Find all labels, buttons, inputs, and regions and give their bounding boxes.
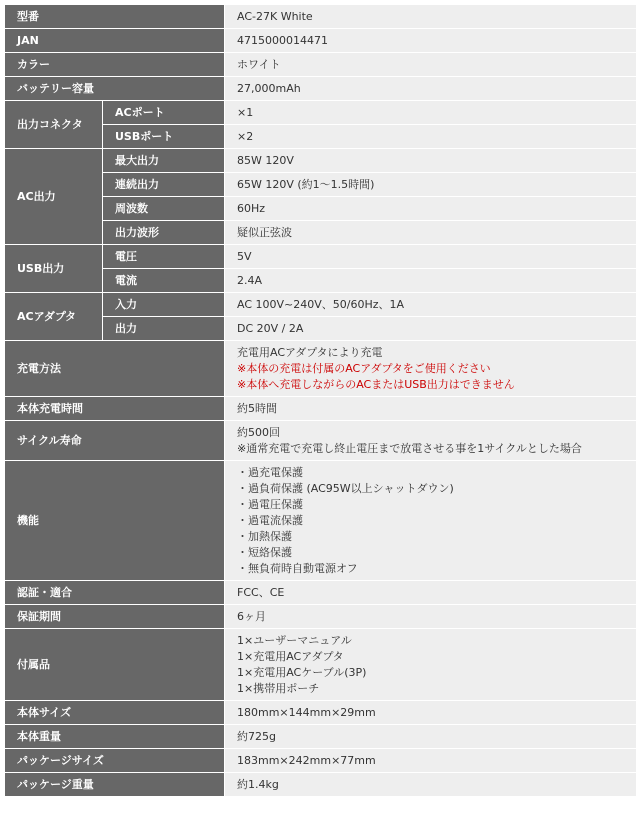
spec-row-charging bbox=[5, 341, 637, 397]
row-label: 本体サイズ bbox=[5, 701, 225, 725]
spec-row-size bbox=[5, 701, 637, 725]
spec-table bbox=[4, 4, 637, 797]
function-item: ・過電流保護 bbox=[237, 513, 303, 527]
row-value: 85W 120V bbox=[225, 149, 637, 173]
row-value: 183mm×242mm×77mm bbox=[225, 749, 637, 773]
row-label: サイクル寿命 bbox=[5, 421, 225, 461]
row-sublabel: 電圧 bbox=[103, 245, 225, 269]
function-item: ・短絡保護 bbox=[237, 545, 292, 559]
row-value: 4715000014471 bbox=[225, 29, 637, 53]
row-value bbox=[225, 421, 637, 461]
row-value: 約725g bbox=[225, 725, 637, 749]
row-label: 本体重量 bbox=[5, 725, 225, 749]
row-label: AC出力 bbox=[5, 149, 103, 245]
spec-row-ac-max bbox=[5, 149, 637, 173]
row-sublabel: ACポート bbox=[103, 101, 225, 125]
row-value bbox=[225, 629, 637, 701]
row-sublabel: 最大出力 bbox=[103, 149, 225, 173]
row-sublabel: 電流 bbox=[103, 269, 225, 293]
spec-row-weight bbox=[5, 725, 637, 749]
row-sublabel: 出力波形 bbox=[103, 221, 225, 245]
row-value: AC-27K White bbox=[225, 5, 637, 29]
spec-row-charge-time bbox=[5, 397, 637, 421]
row-value: 6ヶ月 bbox=[225, 605, 637, 629]
cycle-note: ※通常充電で充電し終止電圧まで放電させる事を1サイクルとした場合 bbox=[237, 441, 582, 455]
row-value: 60Hz bbox=[225, 197, 637, 221]
row-label: USB出力 bbox=[5, 245, 103, 293]
spec-row-warranty bbox=[5, 605, 637, 629]
row-value: 約1.4kg bbox=[225, 773, 637, 797]
row-sublabel: 出力 bbox=[103, 317, 225, 341]
row-label: 保証期間 bbox=[5, 605, 225, 629]
row-label: ACアダプタ bbox=[5, 293, 103, 341]
row-label: 付属品 bbox=[5, 629, 225, 701]
row-value: ホワイト bbox=[225, 53, 637, 77]
function-item: ・過負荷保護 (AC95W以上シャットダウン) bbox=[237, 481, 454, 495]
row-sublabel: USBポート bbox=[103, 125, 225, 149]
accessory-item: 1×ユーザーマニュアル bbox=[237, 633, 352, 647]
spec-row-package-weight bbox=[5, 773, 637, 797]
spec-row-connector-ac bbox=[5, 101, 637, 125]
spec-row-certification bbox=[5, 581, 637, 605]
row-value: 疑似正弦波 bbox=[225, 221, 637, 245]
accessory-item: 1×携帯用ポーチ bbox=[237, 681, 320, 695]
spec-row-cycle-life bbox=[5, 421, 637, 461]
row-label: 認証・適合 bbox=[5, 581, 225, 605]
row-label: パッケージ重量 bbox=[5, 773, 225, 797]
row-value bbox=[225, 341, 637, 397]
spec-row-adapter-input bbox=[5, 293, 637, 317]
row-value: 2.4A bbox=[225, 269, 637, 293]
spec-row-package-size bbox=[5, 749, 637, 773]
row-value: ×2 bbox=[225, 125, 637, 149]
accessory-item: 1×充電用ACケーブル(3P) bbox=[237, 665, 367, 679]
row-value: 5V bbox=[225, 245, 637, 269]
row-label: JAN bbox=[5, 29, 225, 53]
function-item: ・無負荷時自動電源オフ bbox=[237, 561, 358, 575]
row-sublabel: 周波数 bbox=[103, 197, 225, 221]
cycle-count: 約500回 bbox=[237, 425, 280, 439]
row-value: 約5時間 bbox=[225, 397, 637, 421]
row-label: 機能 bbox=[5, 461, 225, 581]
row-label: パッケージサイズ bbox=[5, 749, 225, 773]
row-label: 型番 bbox=[5, 5, 225, 29]
spec-row-color bbox=[5, 53, 637, 77]
row-label: 本体充電時間 bbox=[5, 397, 225, 421]
charging-note: ※本体の充電は付属のACアダプタをご使用ください bbox=[237, 361, 491, 375]
spec-row-model bbox=[5, 5, 637, 29]
spec-row-accessories bbox=[5, 629, 637, 701]
row-label: バッテリー容量 bbox=[5, 77, 225, 101]
spec-row-usb-voltage bbox=[5, 245, 637, 269]
row-label: 充電方法 bbox=[5, 341, 225, 397]
function-item: ・過電圧保護 bbox=[237, 497, 303, 511]
row-value: FCC、CE bbox=[225, 581, 637, 605]
row-value: 27,000mAh bbox=[225, 77, 637, 101]
spec-row-functions bbox=[5, 461, 637, 581]
row-label: 出力コネクタ bbox=[5, 101, 103, 149]
row-sublabel: 入力 bbox=[103, 293, 225, 317]
row-value: 65W 120V (約1〜1.5時間) bbox=[225, 173, 637, 197]
row-value: DC 20V / 2A bbox=[225, 317, 637, 341]
spec-row-battery bbox=[5, 77, 637, 101]
row-label: カラー bbox=[5, 53, 225, 77]
function-item: ・加熱保護 bbox=[237, 529, 292, 543]
row-sublabel: 連続出力 bbox=[103, 173, 225, 197]
row-value: ×1 bbox=[225, 101, 637, 125]
row-value: AC 100V~240V、50/60Hz、1A bbox=[225, 293, 637, 317]
row-value bbox=[225, 461, 637, 581]
row-value: 180mm×144mm×29mm bbox=[225, 701, 637, 725]
charging-method-text: 充電用ACアダプタにより充電 bbox=[237, 345, 383, 359]
charging-note: ※本体へ充電しながらのACまたはUSB出力はできません bbox=[237, 377, 515, 391]
function-item: ・過充電保護 bbox=[237, 465, 303, 479]
spec-row-jan bbox=[5, 29, 637, 53]
accessory-item: 1×充電用ACアダプタ bbox=[237, 649, 344, 663]
